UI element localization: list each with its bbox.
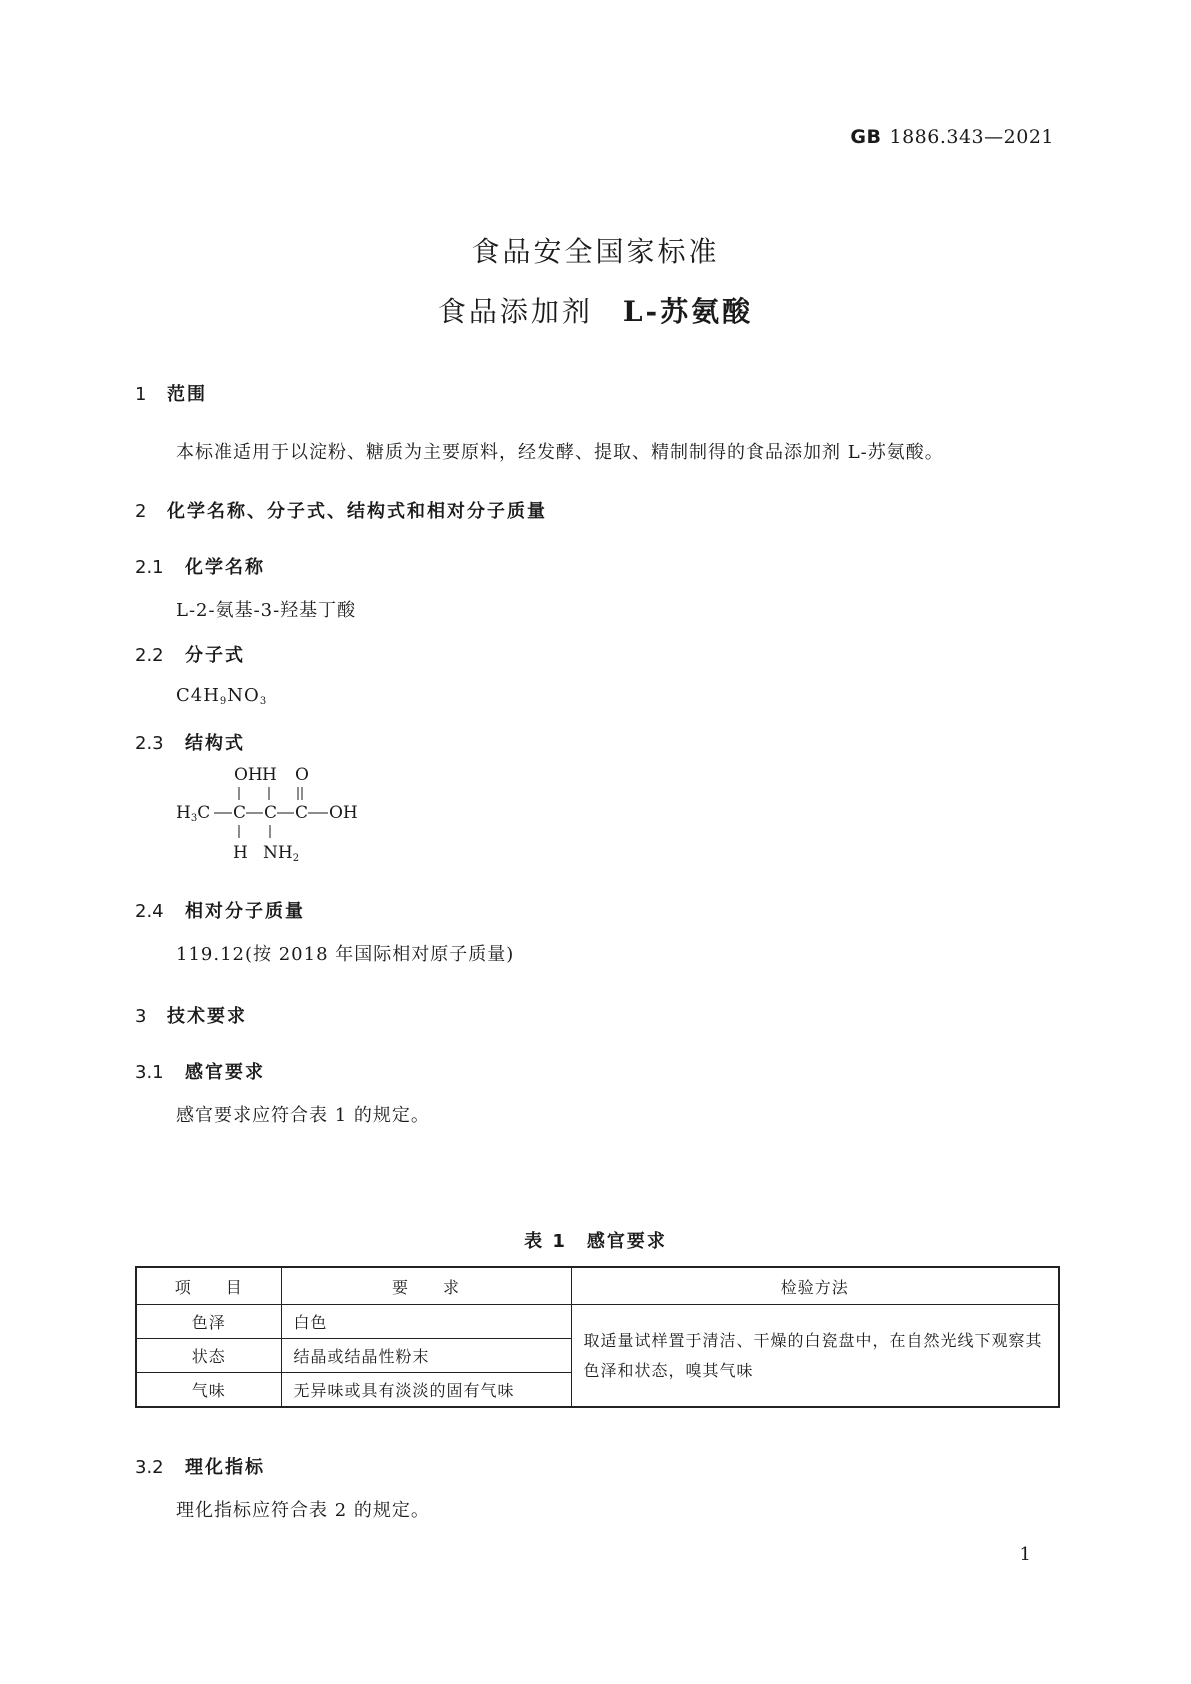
sensory-requirements-table xyxy=(135,1266,1060,1408)
formula-part: C4H xyxy=(176,685,220,706)
section-title: 化学名称 xyxy=(185,557,265,578)
struct-c2: C xyxy=(264,803,278,823)
section-2-4-heading xyxy=(135,897,305,923)
struct-h-bottom: H xyxy=(233,843,248,863)
struct-oh-right: OH xyxy=(329,803,358,823)
header-requirement: 要 求 xyxy=(281,1267,571,1305)
struct-nh2: NH2 xyxy=(263,843,300,864)
section-2-1-heading xyxy=(135,553,265,579)
chemical-name: L-2-氨基-3-羟基丁酸 xyxy=(176,600,357,621)
section-number: 2.3 xyxy=(135,733,164,754)
formula-subscript: 9 xyxy=(219,696,228,707)
section-3-1-text: 感官要求应符合表 1 的规定。 xyxy=(176,1105,430,1126)
struct-o: O xyxy=(295,765,309,785)
cell-requirement: 无异味或具有淡淡的固有气味 xyxy=(281,1373,571,1408)
page-number: 1 xyxy=(1019,1544,1031,1565)
section-title: 范围 xyxy=(167,384,207,405)
table-row xyxy=(136,1305,1059,1339)
molecular-formula xyxy=(176,685,267,707)
section-number: 3.1 xyxy=(135,1062,164,1083)
molecular-mass: 119.12(按 2018 年国际相对原子质量) xyxy=(176,944,515,965)
section-3-2-heading xyxy=(135,1453,265,1479)
header-method: 检验方法 xyxy=(571,1267,1059,1305)
section-number: 3.2 xyxy=(135,1457,164,1478)
standard-number xyxy=(850,126,1054,148)
structural-formula xyxy=(170,762,410,872)
struct-h3c: H3C xyxy=(176,803,211,824)
section-1-heading xyxy=(135,380,207,406)
table-title: 感官要求 xyxy=(586,1231,667,1252)
cell-item: 状态 xyxy=(136,1339,281,1373)
section-title: 化学名称、分子式、结构式和相对分子质量 xyxy=(167,501,547,522)
cell-requirement: 结晶或结晶性粉末 xyxy=(281,1339,571,1373)
struct-c3: C xyxy=(295,803,309,823)
section-2-2-heading xyxy=(135,641,245,667)
section-number: 1 xyxy=(135,384,147,405)
cell-method: 取适量试样置于清洁、干燥的白瓷盘中，在自然光线下观察其色泽和状态，嗅其气味 xyxy=(571,1305,1059,1408)
cell-item: 色泽 xyxy=(136,1305,281,1339)
section-3-2-text: 理化指标应符合表 2 的规定。 xyxy=(176,1500,430,1521)
document-title-line1: 食品安全国家标准 xyxy=(471,235,720,268)
table-1-caption xyxy=(0,1227,1191,1253)
section-number: 2.1 xyxy=(135,557,164,578)
struct-oh: OH xyxy=(234,765,263,785)
section-title: 相对分子质量 xyxy=(185,901,305,922)
standard-code: 1886.343—2021 xyxy=(889,126,1054,148)
section-title: 感官要求 xyxy=(185,1062,265,1083)
struct-h-top: H xyxy=(262,765,277,785)
section-number: 2.4 xyxy=(135,901,164,922)
cell-requirement: 白色 xyxy=(281,1305,571,1339)
section-3-1-heading xyxy=(135,1058,265,1084)
document-title-line2 xyxy=(0,290,1191,330)
title-prefix: 食品添加剂 xyxy=(437,295,593,328)
section-title: 技术要求 xyxy=(167,1006,247,1027)
section-2-3-heading xyxy=(135,729,245,755)
section-number: 3 xyxy=(135,1006,147,1027)
section-number: 2.2 xyxy=(135,645,164,666)
section-title: 理化指标 xyxy=(185,1457,265,1478)
formula-subscript: 3 xyxy=(259,696,268,707)
header-item: 项 目 xyxy=(136,1267,281,1305)
formula-part: NO xyxy=(227,685,260,706)
struct-c1: C xyxy=(233,803,247,823)
section-title: 结构式 xyxy=(185,733,245,754)
standard-prefix: GB xyxy=(850,126,882,148)
cell-item: 气味 xyxy=(136,1373,281,1408)
section-title: 分子式 xyxy=(185,645,245,666)
table-number: 表 1 xyxy=(524,1231,567,1252)
section-number: 2 xyxy=(135,501,147,522)
table-header-row xyxy=(136,1267,1059,1305)
section-1-text: 本标准适用于以淀粉、糖质为主要原料，经发酵、提取、精制制得的食品添加剂 L-苏氨酸。 xyxy=(176,442,944,463)
title-subject: L-苏氨酸 xyxy=(622,295,754,328)
section-3-heading xyxy=(135,1002,247,1028)
section-2-heading xyxy=(135,497,547,523)
